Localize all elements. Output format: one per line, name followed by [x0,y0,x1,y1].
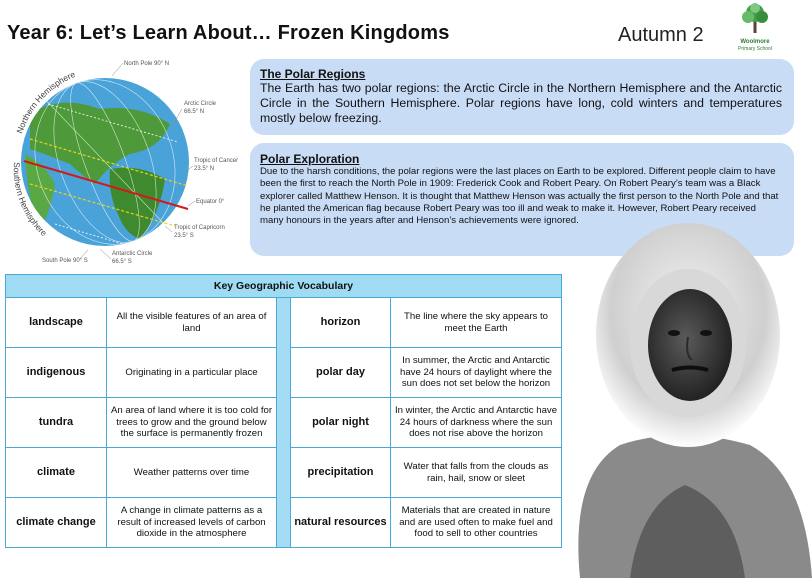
globe-diagram [0,54,250,269]
southern-hemisphere-label: Southern Hemisphere [11,161,49,238]
vocab-word: natural resources [291,498,391,548]
polar-regions-text: The Earth has two polar regions: the Arctic Circle in the Northern Hemisphere and the Antarctic Circle in the Southern Hemisphere. Polar regions have long, cold winters and temperatures mostly below freezing. [260,81,782,125]
arctic-circle-label: Arctic Circle [184,101,217,107]
vocab-definition: Weather patterns over time [107,448,277,498]
table-row [6,298,562,348]
polar-regions-box [250,59,794,135]
page-title: Year 6: Let’s Learn About… Frozen Kingdoms [7,22,450,44]
vocab-definition: An area of land where it is too cold for trees to grow and the ground below the surface is permanently frozen [107,398,277,448]
polar-exploration-heading: Polar Exploration [260,152,360,166]
term-label: Autumn 2 [618,24,704,46]
vocab-word: horizon [291,298,391,348]
face [648,289,732,401]
vocab-word: climate [6,448,107,498]
vocab-definition: The line where the sky appears to meet the Earth [391,298,562,348]
explorer-portrait-photo [560,215,812,578]
arctic-circle-lat: 66.5° N [184,109,205,115]
school-logo [730,2,780,50]
antarctic-circle-label: Antarctic Circle [112,251,153,257]
vocab-definition: In summer, the Arctic and Antarctic have 24 hours of daylight where the sun does not set below the horizon [391,348,562,398]
school-subtitle: Primary School [738,46,772,52]
tropic-capricorn-lat: 23.5° S [174,233,194,239]
south-pole-label: South Pole 90° S [42,258,88,264]
northern-hemisphere-label: Northern Hemisphere [14,69,77,135]
vocab-definition: All the visible features of an area of land [107,298,277,348]
vocab-word: landscape [6,298,107,348]
tropic-cancer-lat: 23.5° N [194,166,215,172]
tropic-cancer-label: Tropic of Cancer [194,158,239,164]
vocab-definition: A change in climate patterns as a result of increased levels of carbon dioxide in the atmosphere [107,498,277,548]
antarctic-circle-lat: 66.5° S [112,259,132,265]
tree-icon [740,2,770,34]
vocab-word: tundra [6,398,107,448]
vocab-word: indigenous [6,348,107,398]
tropic-capricorn-label: Tropic of Capricorn [174,225,225,231]
vocab-word: climate change [6,498,107,548]
vocab-definition: Materials that are created in nature and are used often to make fuel and food to sell to other countries [391,498,562,548]
vocabulary-table [5,274,562,548]
school-name: Woolmore [740,39,770,45]
vocab-word: polar day [291,348,391,398]
vocab-definition: Originating in a particular place [107,348,277,398]
vocab-word: polar night [291,398,391,448]
vocabulary-title: Key Geographic Vocabulary [6,275,562,298]
polar-regions-heading: The Polar Regions [260,67,366,81]
table-divider [277,298,291,548]
vocab-definition: In winter, the Arctic and Antarctic have 24 hours of darkness where the sun does not rise above the horizon [391,398,562,448]
vocab-word: precipitation [291,448,391,498]
equator-label: Equator 0° [196,199,225,205]
north-pole-label: North Pole 90° N [124,61,170,67]
vocab-definition: Water that falls from the clouds as rain, hail, snow or sleet [391,448,562,498]
polar-exploration-text: Due to the harsh conditions, the polar regions were the last places on Earth to be explored. Different people claim to have been the first to reach the North Pole in 1909: Frederick Cook and Robert Peary. On Robert Peary’s team was a Black explorer called Matthew Henson. It is thought that Matthew Henson was actually the first person to the North Pole and that he planted the American flag because Robert Peary was too ill and weak to make it. However, Robert Peary received many honours in the years after and Henson’s achievements were ignored. [260,166,779,227]
